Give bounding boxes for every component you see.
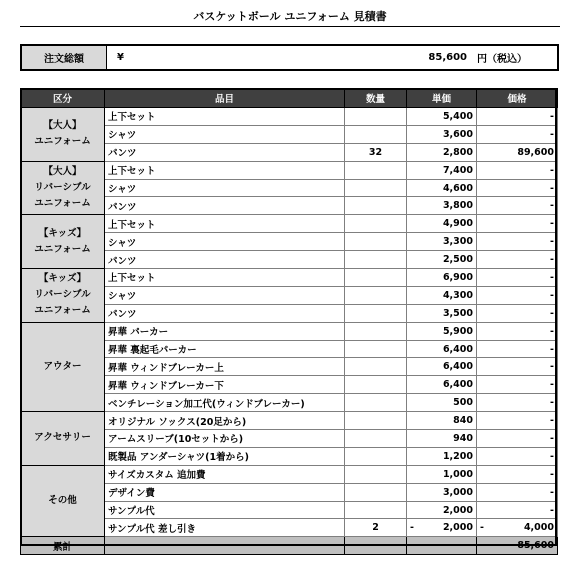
header-item: 品目	[105, 89, 345, 108]
category-cell: 【キッズ】 リバーシブル ユニフォーム	[21, 269, 105, 323]
table-body	[21, 108, 558, 537]
price-cell: -	[477, 430, 558, 448]
item-name-cell: ベンチレーション加工代(ウィンドブレーカー)	[105, 394, 345, 412]
footer-empty	[105, 537, 345, 555]
price-cell: -	[477, 322, 558, 340]
price-cell: -	[477, 501, 558, 519]
price-cell: -	[477, 412, 558, 430]
unit-price-cell: 6,400	[407, 340, 477, 358]
price-cell: -	[477, 179, 558, 197]
item-name-cell: シャツ	[105, 233, 345, 251]
quantity-cell	[345, 286, 407, 304]
unit-price-cell	[407, 519, 477, 537]
unit-price-cell: 3,500	[407, 304, 477, 322]
quantity-cell: 2	[345, 519, 407, 537]
category-cell: 【キッズ】 ユニフォーム	[21, 215, 105, 269]
header-price: 価格	[477, 89, 558, 108]
price-cell: -	[477, 465, 558, 483]
unit-price-cell: 7,400	[407, 161, 477, 179]
item-name-cell: 昇華 ウィンドブレーカー下	[105, 376, 345, 394]
quantity-cell	[345, 304, 407, 322]
item-name-cell: アームスリーブ(10セットから)	[105, 430, 345, 448]
item-name-cell: サンプル代 差し引き	[105, 519, 345, 537]
unit-price-cell: 3,000	[407, 483, 477, 501]
unit-price-cell: 2,000	[407, 501, 477, 519]
item-name-cell: 昇華 ウィンドブレーカー上	[105, 358, 345, 376]
unit-price-value: 2,000	[442, 522, 473, 534]
price-cell: -	[477, 483, 558, 501]
quantity-cell	[345, 108, 407, 126]
header-quantity: 数量	[345, 89, 407, 108]
table-footer-row	[21, 537, 558, 555]
quantity-cell	[345, 430, 407, 448]
unit-price-cell: 5,400	[407, 108, 477, 126]
footer-total: 85,600	[477, 537, 558, 555]
price-cell: -	[477, 376, 558, 394]
price-cell: -	[477, 286, 558, 304]
item-name-cell: 上下セット	[105, 108, 345, 126]
quantity-cell	[345, 483, 407, 501]
unit-price-cell: 6,400	[407, 358, 477, 376]
category-cell: 【大人】 ユニフォーム	[21, 108, 105, 162]
unit-price-cell: 2,800	[407, 143, 477, 161]
item-name-cell: 既製品 アンダーシャツ(1着から)	[105, 447, 345, 465]
price-cell: -	[477, 108, 558, 126]
unit-price-cell: 2,500	[407, 251, 477, 269]
order-total-currency: ¥	[117, 52, 124, 63]
quantity-cell	[345, 197, 407, 215]
category-cell: その他	[21, 465, 105, 537]
quantity-cell	[345, 394, 407, 412]
table-row	[21, 465, 558, 483]
unit-price-cell: 1,000	[407, 465, 477, 483]
table-row	[21, 108, 558, 126]
quantity-cell	[345, 501, 407, 519]
price-cell: -	[477, 125, 558, 143]
quantity-cell	[345, 125, 407, 143]
unit-price-cell: 3,300	[407, 233, 477, 251]
quantity-cell	[345, 465, 407, 483]
price-cell: -	[477, 340, 558, 358]
category-cell: アウター	[21, 322, 105, 411]
unit-price-cell: 6,900	[407, 269, 477, 287]
quantity-cell	[345, 340, 407, 358]
unit-price-cell: 4,600	[407, 179, 477, 197]
item-name-cell: オリジナル ソックス(20足から)	[105, 412, 345, 430]
page-title: バスケットボール ユニフォーム 見積書	[193, 10, 387, 23]
category-cell: アクセサリー	[21, 412, 105, 466]
header-category: 区分	[21, 89, 105, 108]
unit-price-cell: 940	[407, 430, 477, 448]
unit-price-cell: 500	[407, 394, 477, 412]
table-header-row	[21, 89, 558, 108]
item-name-cell: パンツ	[105, 251, 345, 269]
table-row	[21, 161, 558, 179]
price-cell: -	[477, 161, 558, 179]
quantity-cell	[345, 233, 407, 251]
item-name-cell: 上下セット	[105, 215, 345, 233]
quantity-cell	[345, 251, 407, 269]
quantity-cell	[345, 358, 407, 376]
table-row	[21, 412, 558, 430]
price-cell: 89,600	[477, 143, 558, 161]
price-value: 4,000	[523, 522, 554, 534]
item-name-cell: 上下セット	[105, 269, 345, 287]
header-unit-price: 単価	[407, 89, 477, 108]
unit-price-cell: 4,300	[407, 286, 477, 304]
price-cell: -	[477, 358, 558, 376]
item-name-cell: シャツ	[105, 286, 345, 304]
table-row	[21, 215, 558, 233]
unit-price-cell: 3,800	[407, 197, 477, 215]
item-name-cell: サイズカスタム 追加費	[105, 465, 345, 483]
quantity-cell	[345, 412, 407, 430]
item-name-cell: パンツ	[105, 143, 345, 161]
item-name-cell: サンプル代	[105, 501, 345, 519]
quantity-cell	[345, 161, 407, 179]
price-cell: -	[477, 251, 558, 269]
quote-table	[20, 88, 558, 555]
quantity-cell	[345, 322, 407, 340]
unit-price-cell: 5,900	[407, 322, 477, 340]
quantity-cell	[345, 376, 407, 394]
item-name-cell: シャツ	[105, 179, 345, 197]
item-name-cell: デザイン費	[105, 483, 345, 501]
unit-price-cell: 3,600	[407, 125, 477, 143]
order-total-label: 注文総額	[22, 46, 107, 69]
order-total-amount: 85,600	[428, 52, 467, 63]
item-name-cell: パンツ	[105, 197, 345, 215]
quantity-cell	[345, 179, 407, 197]
footer-label: 累計	[21, 537, 105, 555]
price-cell	[477, 519, 558, 537]
price-cell: -	[477, 447, 558, 465]
title-underline	[20, 26, 560, 27]
quantity-cell	[345, 447, 407, 465]
price-cell: -	[477, 215, 558, 233]
price-cell: -	[477, 304, 558, 322]
minus-sign: -	[480, 522, 484, 534]
quantity-cell	[345, 215, 407, 233]
order-total-unit: 円（税込）	[477, 54, 527, 65]
order-total-box	[20, 44, 559, 71]
price-cell: -	[477, 233, 558, 251]
item-name-cell: 昇華 パーカー	[105, 322, 345, 340]
table-row	[21, 322, 558, 340]
quantity-cell: 32	[345, 143, 407, 161]
unit-price-cell: 4,900	[407, 215, 477, 233]
minus-sign: -	[410, 522, 414, 534]
quantity-cell	[345, 269, 407, 287]
price-cell: -	[477, 269, 558, 287]
price-cell: -	[477, 197, 558, 215]
item-name-cell: 上下セット	[105, 161, 345, 179]
item-name-cell: シャツ	[105, 125, 345, 143]
item-name-cell: パンツ	[105, 304, 345, 322]
unit-price-cell: 6,400	[407, 376, 477, 394]
unit-price-cell: 840	[407, 412, 477, 430]
category-cell: 【大人】 リバーシブル ユニフォーム	[21, 161, 105, 215]
table-row	[21, 269, 558, 287]
footer-empty	[407, 537, 477, 555]
unit-price-cell: 1,200	[407, 447, 477, 465]
price-cell: -	[477, 394, 558, 412]
item-name-cell: 昇華 裏起毛パーカー	[105, 340, 345, 358]
footer-empty	[345, 537, 407, 555]
